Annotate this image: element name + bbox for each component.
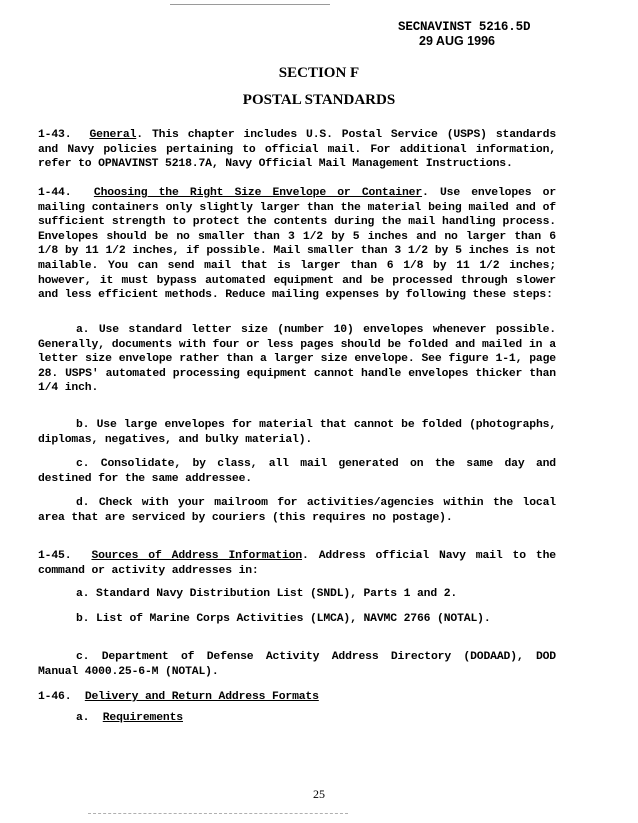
subparagraph-1-46-a [76,711,183,726]
subparagraph-1-45-a: a. Standard Navy Distribution List (SNDL), Parts 1 and 2. [76,588,458,600]
paragraph-number: 1-46. [38,691,72,703]
top-rule [170,4,330,5]
paragraph-number: 1-44. [38,187,72,199]
subparagraph-1-45-b: b. List of Marine Corps Activities (LMCA), NAVMC 2766 (NOTAL). [76,613,491,625]
subparagraph-heading: Requirements [102,712,183,724]
bottom-rule [88,813,348,814]
paragraph-heading: Choosing the Right Size Envelope or Container [93,187,423,199]
paragraph-number: 1-43. [38,129,72,141]
paragraph-1-43 [38,128,556,172]
paragraph-text: . This chapter includes U.S. Postal Service (USPS) standards and Navy policies pertaining to official mail. For additional information, refer to OPNAVINST 5218.7A, Navy Official Mail Management Instructions. [38,129,556,171]
subparagraph-1-44-a: a. Use standard letter size (number 10) envelopes whenever possible. Generally, documents with four or less pages should be folded and mailed in a letter size envelope rather than a larger size envelope. See figure 1-1, page 28. USPS' automated processing equipment cannot handle envelopes thicker than 1/4 inch. [38,324,556,395]
page-number: 25 [313,787,325,801]
paragraph-heading: General [89,129,137,141]
paragraph-number: 1-45. [38,550,72,562]
paragraph-text: . Address official Navy mail to the command or activity addresses in: [38,550,556,577]
document-date: 29 AUG 1996 [419,34,495,48]
subparagraph-1-44-c: c. Consolidate, by class, all mail generated on the same day and destined for the same addressee. [38,458,556,485]
document-id: SECNAVINST 5216.5D [398,20,531,34]
subparagraph-1-44-d: d. Check with your mailroom for activities/agencies within the local area that are serviced by couriers (this requires no postage). [38,497,556,524]
subparagraph-1-45-c: c. Department of Defense Activity Address Directory (DODAAD), DOD Manual 4000.25-6-M (NOTAL). [38,651,556,678]
paragraph-heading: Sources of Address Information [91,550,303,562]
subparagraph-label: a. [76,712,90,724]
subparagraph-1-44-b: b. Use large envelopes for material that cannot be folded (photographs, diplomas, negatives, and bulky material). [38,419,556,446]
paragraph-1-45 [38,549,556,578]
paragraph-1-46 [38,690,556,705]
paragraph-1-44 [38,186,556,303]
section-heading: SECTION F [278,65,360,81]
section-title: POSTAL STANDARDS [242,92,396,108]
paragraph-heading: Delivery and Return Address Formats [84,691,319,703]
paragraph-text: . Use envelopes or mailing containers only slightly larger than the material being mailed and of sufficient strength to protect the contents during the mail handling process. Envelopes should be no smaller than 3 1/2 by 5 inches and no larger than 6 1/8 by 11 1/2 inches, if possible. Mail smaller than 3 1/2 by 5 inches is not mailable. You can send mail that is larger than 6 1/8 by 11 1/2 inches; however, it must bypass automated equipment and be processed through slower and less efficient methods. Reduce mailing expenses by following these steps: [38,187,557,302]
